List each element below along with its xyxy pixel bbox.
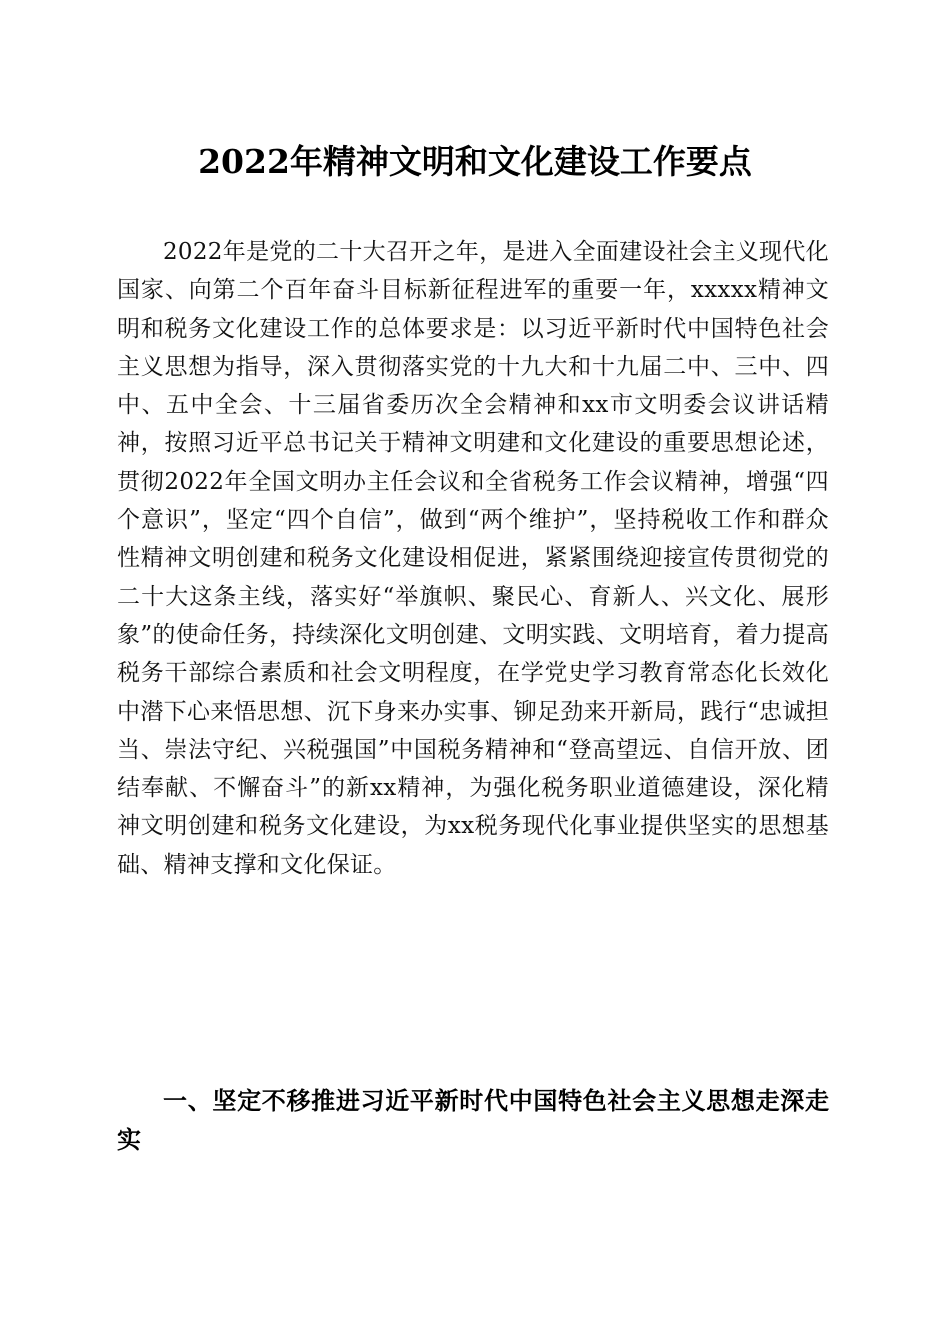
intro-paragraph: 2022年是党的二十大召开之年，是进入全面建设社会主义现代化国家、向第二个百年奋斗目标新征程进军的重要一年，xxxxx精神文明和税务文化建设工作的总体要求是：以习近平新时代中国特色社会主义思想为指导，深入贯彻落实党的十九大和十九届二中、三中、四中、五中全会、十三届省委历次全会精神和xx市文明委会议讲话精神，按照习近平总书记关于精神文明建和文化建设的重要思想论述，贯彻2022年全国文明办主任会议和全省税务工作会议精神，增强“四个意识”，坚定“四个自信”，做到“两个维护”，坚持税收工作和群众性精神文明创建和税务文化建设相促进，紧紧围绕迎接宣传贯彻党的二十大这条主线，落实好“举旗帜、聚民心、育新人、兴文化、展形象”的使命任务，持续深化文明创建、文明实践、文明培育，着力提高税务干部综合素质和社会文明程度，在学党史学习教育常态化长效化中潜下心来悟思想、沉下身来办实事、铆足劲来开新局，践行“忠诚担当、崇法守纪、兴税强国”中国税务精神和“登高望远、自信开放、团结奉献、不懈奋斗”的新xx精神，为强化税务职业道德建设，深化精神文明创建和税务文化建设，为xx税务现代化事业提供坚实的思想基础、精神支撑和文化保证。 xyxy=(117,239,829,878)
section-heading-1: 一、坚定不移推进习近平新时代中国特色社会主义思想走深走实 xyxy=(117,1087,829,1154)
document-title: 2022年精神文明和文化建设工作要点 xyxy=(198,142,752,181)
